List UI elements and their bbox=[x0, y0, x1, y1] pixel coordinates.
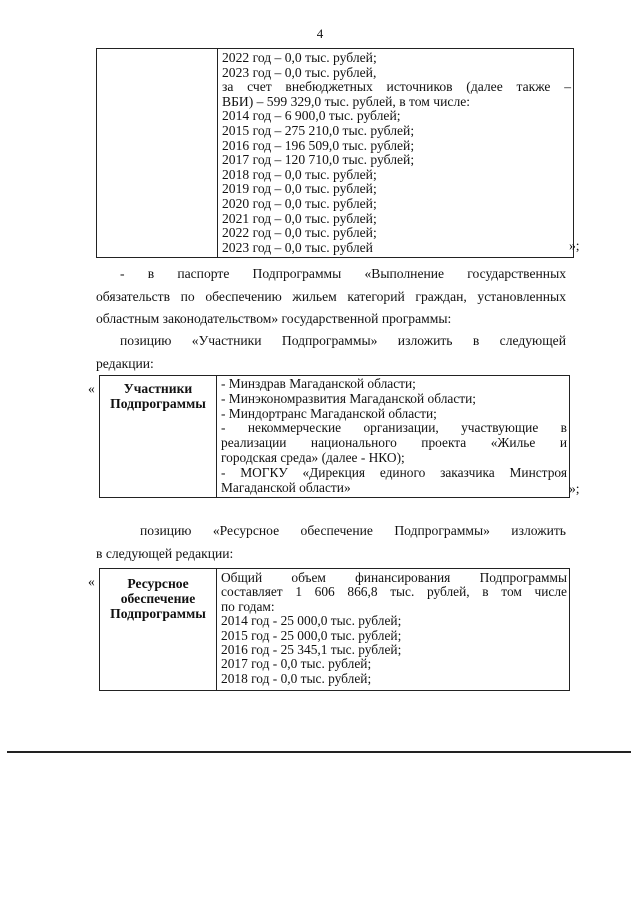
paragraph-line: редакции: bbox=[96, 355, 154, 371]
bottom-rule-divider bbox=[7, 751, 631, 753]
funding-line: 2020 год – 0,0 тыс. рублей; bbox=[222, 195, 377, 211]
resources-label: обеспечение bbox=[120, 591, 196, 606]
participants-label: Подпрограммы bbox=[110, 396, 206, 411]
participant-line: городская среда» (далее - НКО); bbox=[221, 449, 405, 465]
table3-open-quote: « bbox=[88, 574, 95, 589]
resource-line: 2017 год - 0,0 тыс. рублей; bbox=[221, 656, 372, 672]
resource-line: Общий объем финансирования Подпрограммы bbox=[221, 570, 567, 585]
participant-line: реализации национального проекта «Жилье и bbox=[221, 435, 567, 451]
funding-line: 2018 год – 0,0 тыс. рублей; bbox=[222, 166, 377, 182]
paragraph-line: областным законодательством» государственной программы: bbox=[96, 311, 452, 326]
funding-table-content-cell bbox=[218, 49, 574, 258]
paragraph-line: в следующей редакции: bbox=[96, 545, 234, 561]
funding-line: 2016 год – 196 509,0 тыс. рублей; bbox=[222, 137, 415, 153]
funding-line: 2017 год – 120 710,0 тыс. рублей; bbox=[222, 152, 415, 168]
resource-line: по годам: bbox=[221, 598, 275, 614]
funding-line: 2015 год – 275 210,0 тыс. рублей; bbox=[222, 122, 415, 138]
funding-line: 2023 год – 0,0 тыс. рублей bbox=[222, 239, 373, 255]
participants-content-cell bbox=[217, 376, 570, 498]
funding-line: 2022 год – 0,0 тыс. рублей; bbox=[222, 225, 377, 241]
resource-line: 2016 год - 25 345,1 тыс. рублей; bbox=[221, 642, 402, 658]
participant-line: - некоммерческие организации, участвующие в bbox=[221, 420, 567, 436]
resources-table bbox=[99, 568, 570, 691]
table2-closing-quote: »; bbox=[569, 481, 580, 496]
paragraph-line: позицию «Ресурсное обеспечение Подпрограммы» изложить bbox=[140, 523, 566, 538]
resources-label: Ресурсное bbox=[127, 576, 189, 591]
paragraph-line: обязательств по обеспечению жильем категорий граждан, установленных bbox=[96, 288, 566, 304]
participant-line: - Минэкономразвития Магаданской области; bbox=[221, 390, 477, 406]
table2-open-quote: « bbox=[88, 381, 95, 396]
resource-line: 2018 год - 0,0 тыс. рублей; bbox=[221, 670, 372, 686]
participants-label: Участники bbox=[123, 381, 193, 396]
funding-line: 2023 год – 0,0 тыс. рублей, bbox=[222, 64, 377, 80]
paragraph-participants-intro bbox=[96, 330, 566, 375]
participants-label-cell bbox=[100, 376, 217, 498]
funding-line: 2019 год – 0,0 тыс. рублей; bbox=[222, 181, 377, 197]
funding-line: 2014 год – 6 900,0 тыс. рублей; bbox=[222, 108, 401, 124]
participant-line: - Минздрав Магаданской области; bbox=[221, 376, 416, 391]
resources-label: Подпрограммы bbox=[110, 606, 206, 621]
paragraph-resources-intro bbox=[96, 520, 566, 565]
table1-closing-quote: »; bbox=[569, 238, 580, 253]
resource-line: 2014 год - 25 000,0 тыс. рублей; bbox=[221, 613, 402, 629]
resource-line: составляет 1 606 866,8 тыс. рублей, в том числе bbox=[221, 584, 567, 600]
funding-line: ВБИ) – 599 329,0 тыс. рублей, в том числе: bbox=[222, 93, 471, 109]
page-number: 4 bbox=[316, 26, 324, 41]
funding-line: 2022 год – 0,0 тыс. рублей; bbox=[222, 50, 377, 65]
paragraph-line: позицию «Участники Подпрограммы» изложить в следующей bbox=[120, 333, 566, 348]
participant-line: - Миндортранс Магаданской области; bbox=[221, 405, 437, 421]
resources-label-cell bbox=[100, 569, 217, 691]
participant-line: - МОГКУ «Дирекция единого заказчика Минстроя bbox=[221, 464, 567, 480]
funding-line: 2021 год – 0,0 тыс. рублей; bbox=[222, 210, 377, 226]
funding-line: за счет внебюджетных источников (далее также – bbox=[222, 79, 571, 95]
paragraph-passport bbox=[96, 263, 566, 331]
funding-table-continued bbox=[96, 48, 574, 258]
resources-content-cell bbox=[217, 569, 570, 691]
resource-line: 2015 год - 25 000,0 тыс. рублей; bbox=[221, 627, 402, 643]
participant-line: Магаданской области» bbox=[221, 479, 351, 495]
paragraph-line: - в паспорте Подпрограммы «Выполнение государственных bbox=[120, 266, 566, 281]
participants-table bbox=[99, 375, 570, 498]
funding-table-label-cell bbox=[97, 49, 218, 258]
